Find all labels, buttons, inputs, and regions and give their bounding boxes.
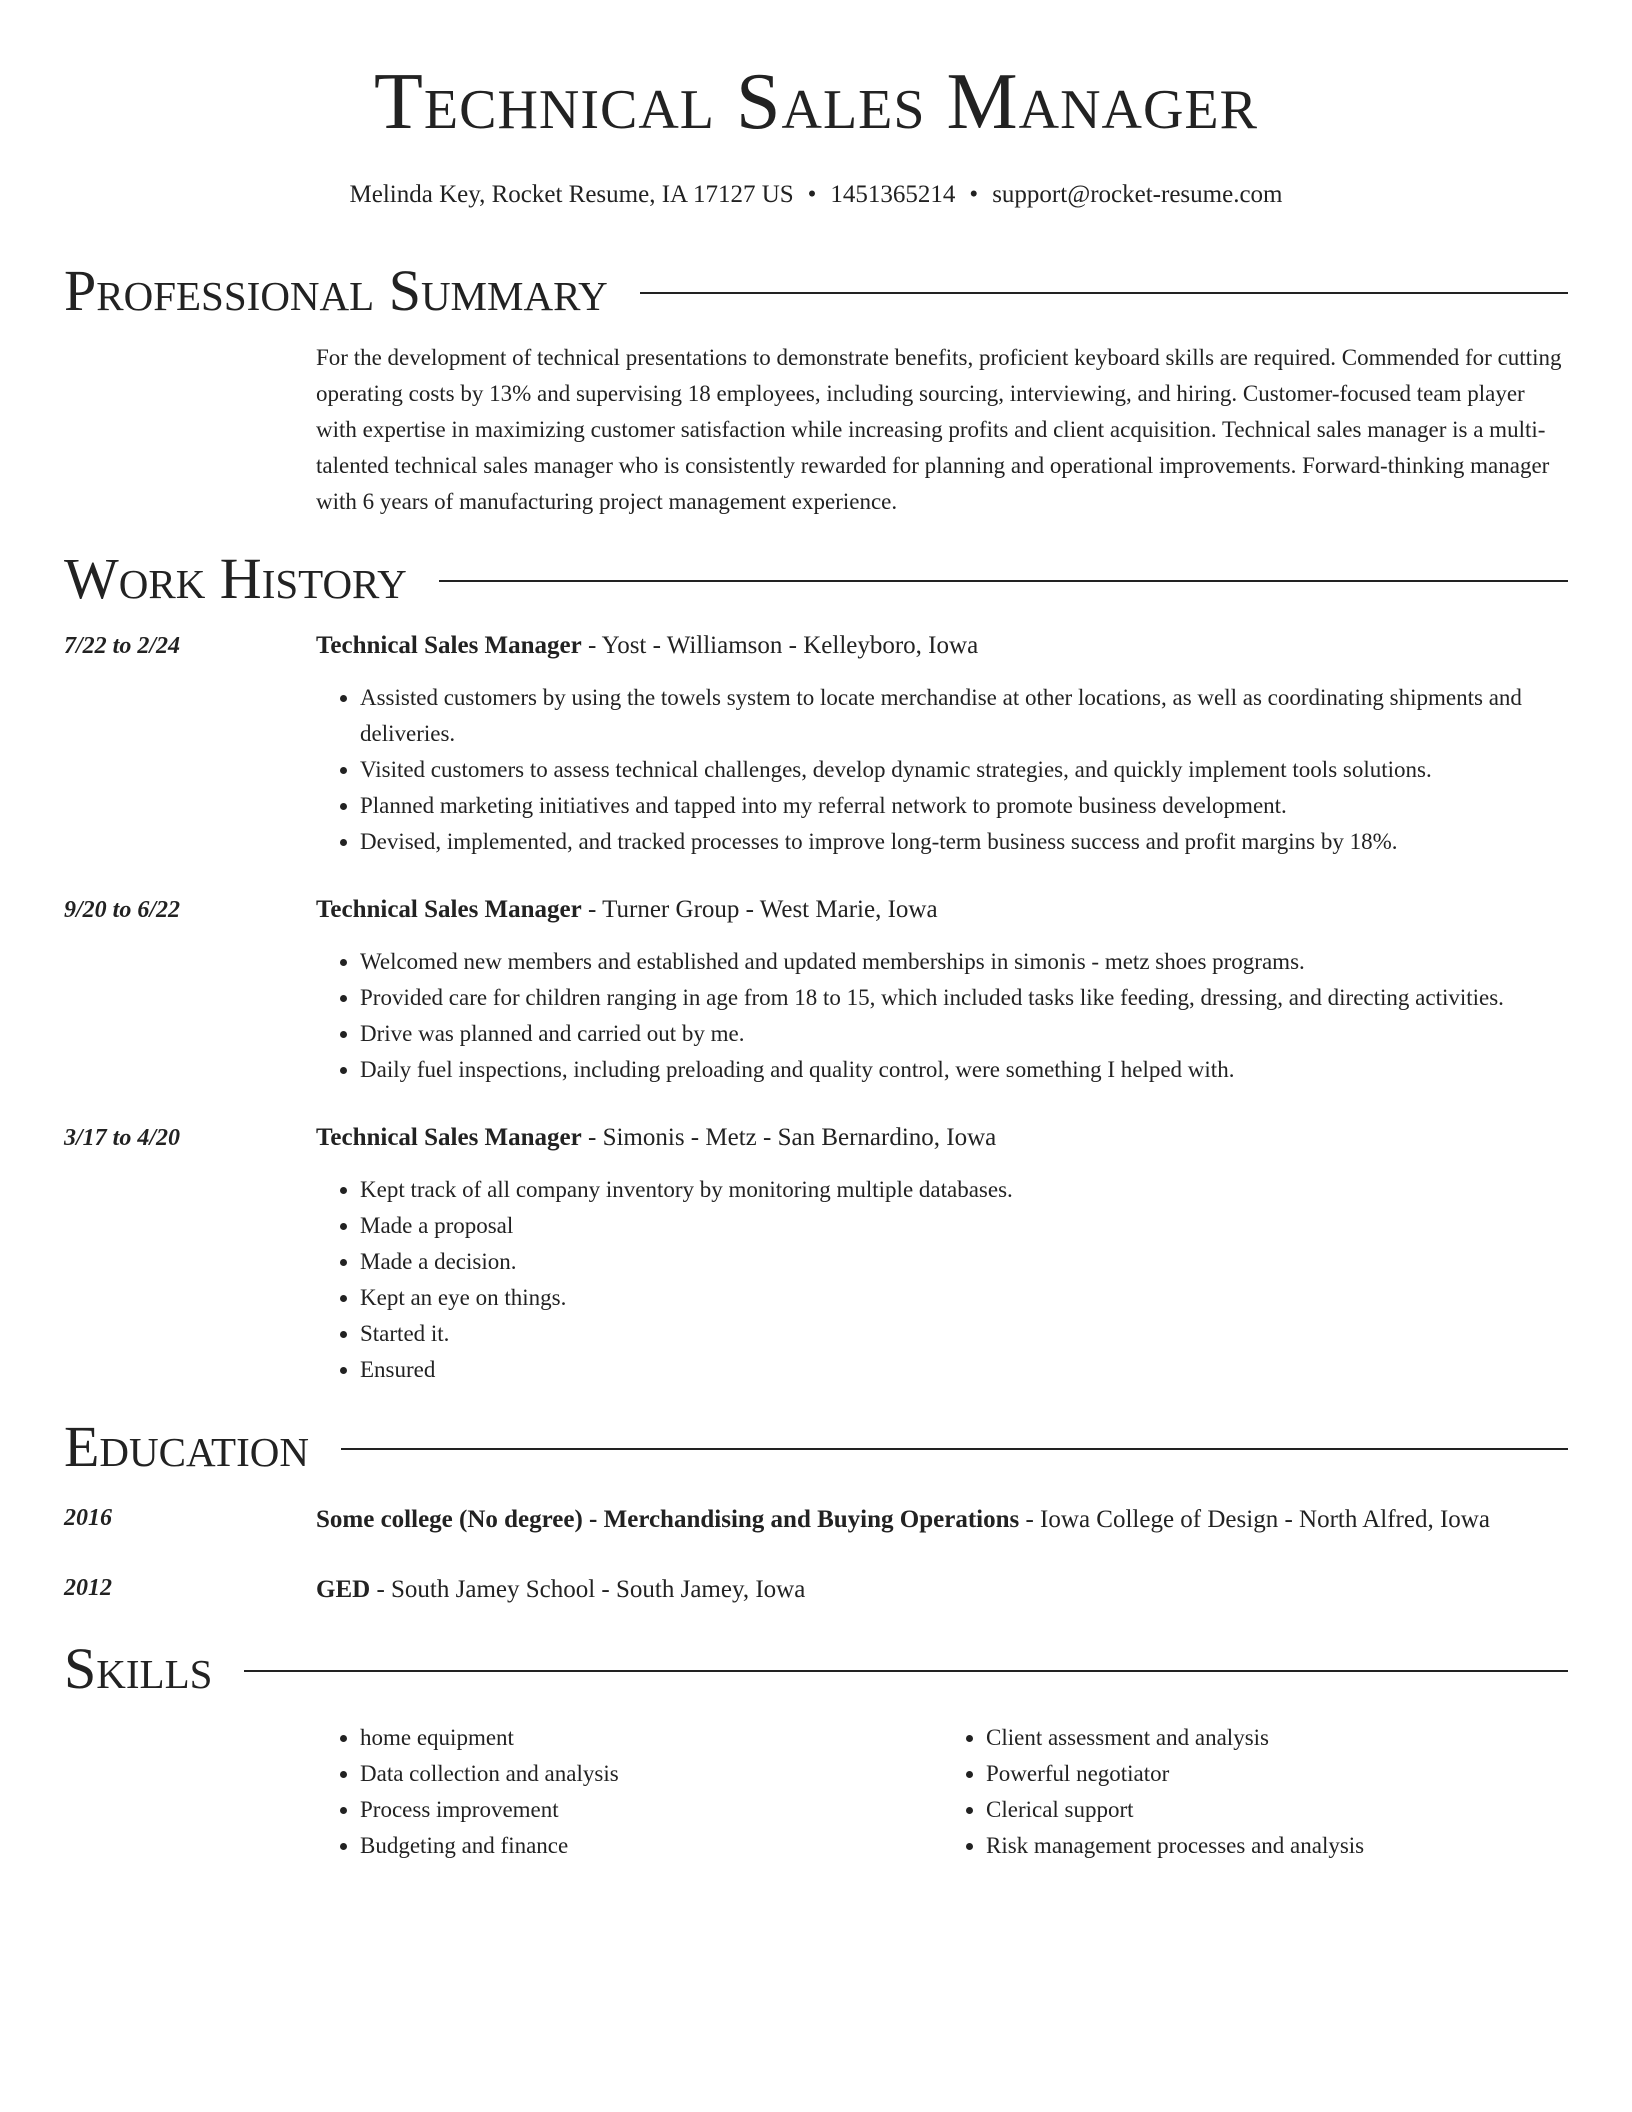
job-title: Technical Sales Manager [316, 896, 582, 923]
skill-item: • Clerical support [986, 1792, 1568, 1828]
summary-text: For the development of technical presentations to demonstrate benefits, proficient keyboard skills are required. Commended for cutting operating costs by 13% and supervising 18 employees, including sourcing, interviewing, and hiring. Customer-focused team player with expertise in maximizing customer satisfaction while increasing profits and client acquisition. Technical sales manager is a multi-talented technical sales manager who is consistently rewarded for planning and operational improvements. Forward-thinking manager with 6 years of manufacturing project management experience. [316, 345, 1562, 514]
job-employer-location: - Turner Group - West Marie, Iowa [581, 896, 938, 923]
job-title-line [316, 628, 1568, 664]
education-school-location: - South Jamey School - South Jamey, Iowa [370, 1576, 806, 1603]
contact-line [64, 180, 1568, 210]
education-title-line [316, 1500, 1568, 1540]
work-history-heading: Work History [64, 546, 407, 611]
education-school-location: - Iowa College of Design - North Alfred, Iowa [1019, 1506, 1490, 1533]
contact-phone: 1451365214 [830, 181, 956, 208]
job-dates: 9/20 to 6/22 [64, 897, 181, 923]
education-body [316, 1570, 1568, 1610]
education-entry [64, 1500, 1568, 1540]
skill-item: • Process improvement [360, 1792, 942, 1828]
list-item: • Made a decision. [360, 1244, 1568, 1280]
skill-item: • home equipment [360, 1720, 942, 1756]
skills-section-header [64, 1636, 1568, 1701]
education-entry [64, 1570, 1568, 1610]
contact-email: support@rocket-resume.com [992, 181, 1283, 208]
job-entry [64, 892, 1568, 1088]
summary-heading: Professional Summary [64, 258, 608, 323]
contact-address: Melinda Key, Rocket Resume, IA 17127 US [349, 181, 794, 208]
job-employer-location: - Simonis - Metz - San Bernardino, Iowa [581, 1124, 997, 1151]
list-item: • Assisted customers by using the towels system to locate merchandise at other locations, as well as coordinating shipments and deliveries. [360, 680, 1568, 752]
section-divider [640, 292, 1568, 294]
skill-item: • Budgeting and finance [360, 1828, 942, 1864]
job-dates: 3/17 to 4/20 [64, 1125, 181, 1151]
education-body [316, 1500, 1568, 1540]
list-item: • Welcomed new members and established and updated memberships in simonis - metz shoes programs. [360, 944, 1568, 980]
contact-separator: • [807, 181, 817, 208]
skills-heading: Skills [64, 1636, 213, 1701]
education-year: 2012 [64, 1575, 112, 1601]
list-item: • Provided care for children ranging in age from 18 to 15, which included tasks like feeding, dressing, and directing activities. [360, 980, 1568, 1016]
education-year: 2016 [64, 1505, 112, 1531]
job-entry [64, 1120, 1568, 1388]
skills-list-right [942, 1720, 1568, 1864]
job-body [316, 1120, 1568, 1388]
skills-columns [316, 1720, 1568, 1864]
list-item: • Kept an eye on things. [360, 1280, 1568, 1316]
job-bullets [316, 1172, 1568, 1388]
list-item: • Visited customers to assess technical challenges, develop dynamic strategies, and quickly implement tools solutions. [360, 752, 1568, 788]
work-history-section-header [64, 546, 1568, 611]
skills-list-left [316, 1720, 942, 1864]
section-divider [341, 1448, 1568, 1450]
education-degree: Some college (No degree) - Merchandising and Buying Operations [316, 1506, 1020, 1533]
list-item: • Made a proposal [360, 1208, 1568, 1244]
skill-item: • Powerful negotiator [986, 1756, 1568, 1792]
skill-item: • Risk management processes and analysis [986, 1828, 1568, 1864]
list-item: • Daily fuel inspections, including preloading and quality control, were something I helped with. [360, 1052, 1568, 1088]
list-item: • Drive was planned and carried out by me. [360, 1016, 1568, 1052]
skill-item: • Data collection and analysis [360, 1756, 942, 1792]
job-title: Technical Sales Manager [316, 632, 582, 659]
list-item: • Kept track of all company inventory by monitoring multiple databases. [360, 1172, 1568, 1208]
list-item: • Devised, implemented, and tracked processes to improve long-term business success and profit margins by 18%. [360, 824, 1568, 860]
resume-name-title: Technical Sales Manager [374, 58, 1258, 146]
job-bullets [316, 680, 1568, 860]
section-divider [439, 580, 1568, 582]
list-item: • Started it. [360, 1316, 1568, 1352]
education-degree: GED [316, 1576, 371, 1603]
job-body [316, 892, 1568, 1088]
contact-separator: • [969, 181, 979, 208]
job-title-line [316, 1120, 1568, 1156]
job-bullets [316, 944, 1568, 1088]
list-item: • Ensured [360, 1352, 1568, 1388]
education-section-header [64, 1414, 1568, 1479]
education-title-line [316, 1570, 1568, 1610]
job-title: Technical Sales Manager [316, 1124, 582, 1151]
job-body [316, 628, 1568, 860]
section-divider [244, 1670, 1568, 1672]
job-entry [64, 628, 1568, 860]
job-employer-location: - Yost - Williamson - Kelleyboro, Iowa [581, 632, 979, 659]
job-title-line [316, 892, 1568, 928]
education-heading: Education [64, 1414, 309, 1479]
summary-section-header [64, 258, 1568, 323]
skill-item: • Client assessment and analysis [986, 1720, 1568, 1756]
list-item: • Planned marketing initiatives and tapped into my referral network to promote business development. [360, 788, 1568, 824]
job-dates: 7/22 to 2/24 [64, 633, 181, 659]
